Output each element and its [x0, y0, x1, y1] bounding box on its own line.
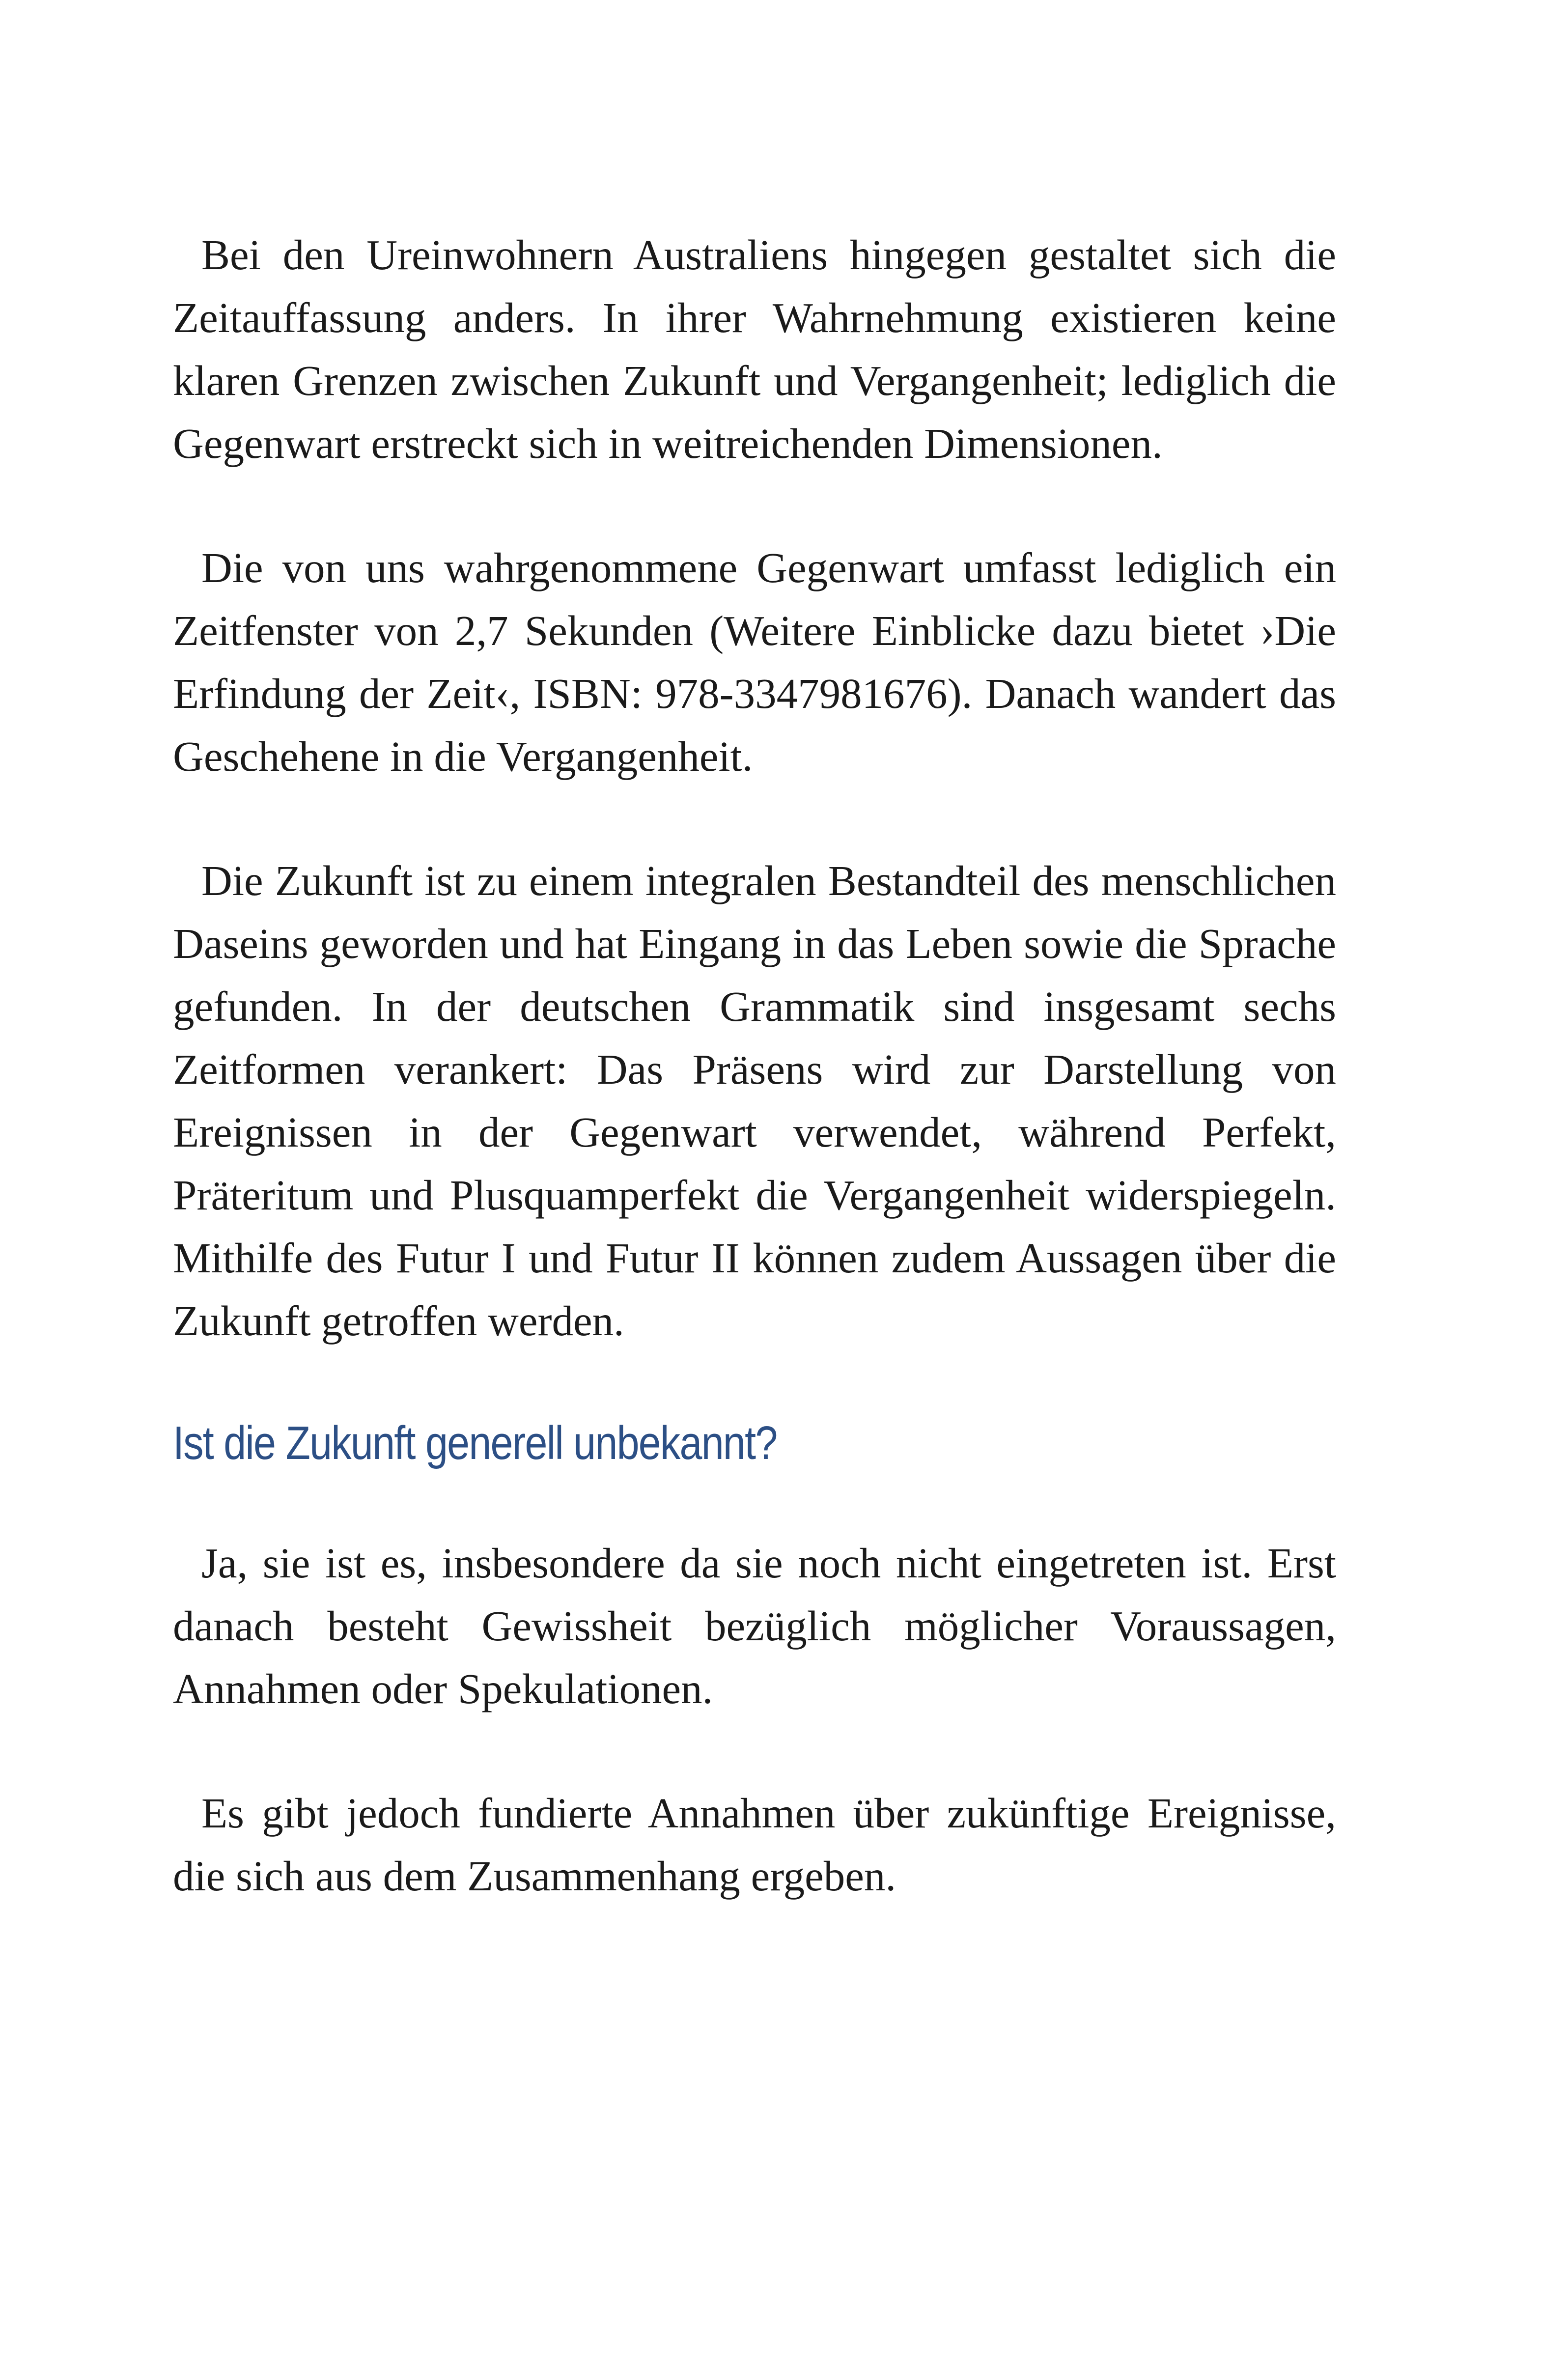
section-heading: Ist die Zukunft generell unbekannt?	[173, 1417, 777, 1469]
paragraph-future-unknown: Ja, sie ist es, insbesondere da sie noch nicht eingetreten ist. Erst danach besteht Gewissheit bezüglich möglicher Voraussagen, Annahmen oder Spekulationen.	[173, 1539, 1336, 1712]
book-page	[173, 224, 1336, 1969]
paragraph-founded-assumptions: Es gibt jedoch fundierte Annahmen über zukünftige Ereignisse, die sich aus dem Zusammenhang ergeben.	[173, 1789, 1336, 1900]
paragraph-aborigines-time: Bei den Ureinwohnern Australiens hingegen gestaltet sich die Zeitauffassung anders. In ihrer Wahrnehmung existieren keine klaren Grenzen zwischen Zukunft und Vergangenheit; lediglich die Gegenwart erstreckt sich in weitreichenden Dimensionen.	[173, 231, 1336, 467]
paragraph-grammar-tenses: Die Zukunft ist zu einem integralen Bestandteil des menschlichen Daseins geworden und hat Eingang in das Leben sowie die Sprache gefunden. In der deutschen Grammatik sind insgesamt sechs Zeitformen verankert: Das Präsens wird zur Darstellung von Ereignissen in der Gegenwart verwendet, während Perfekt, Präteritum und Plusquamperfekt die Vergangenheit widerspiegeln. Mithilfe des Futur I und Futur II können zudem Aussagen über die Zukunft getroffen werden.	[173, 857, 1336, 1345]
paragraph-present-window: Die von uns wahrgenommene Gegenwart umfasst lediglich ein Zeitfenster von 2,7 Sekunden (Weitere Einblicke dazu bietet ›Die Erfindung der Zeit‹, ISBN: 978-3347981676). Danach wandert das Geschehene in die Vergangenheit.	[173, 544, 1336, 780]
